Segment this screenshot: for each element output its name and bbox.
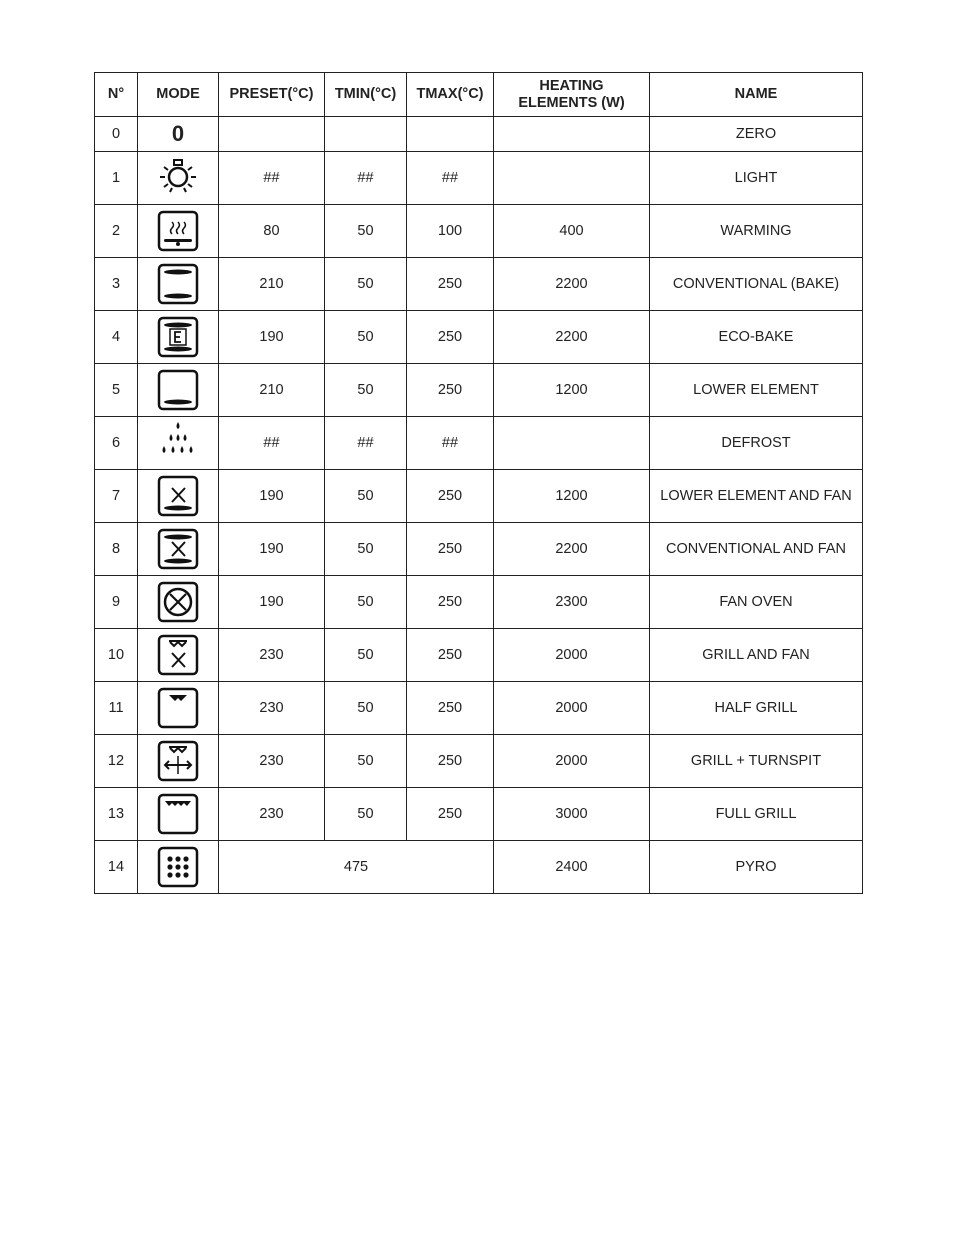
table-row <box>95 258 863 311</box>
cell-heating: 2200 <box>494 311 650 364</box>
cell-tmax: 250 <box>407 470 494 523</box>
table-row <box>95 205 863 258</box>
cell-no: 5 <box>95 364 138 417</box>
cell-tmin: 50 <box>325 311 407 364</box>
cell-tmin: 50 <box>325 258 407 311</box>
header-mode: MODE <box>138 73 219 117</box>
cell-no: 7 <box>95 470 138 523</box>
eco-bake-icon <box>156 315 200 359</box>
fan-oven-icon <box>156 580 200 624</box>
lower-element-fan-icon <box>156 474 200 518</box>
cell-no: 9 <box>95 576 138 629</box>
cell-mode <box>138 311 219 364</box>
cell-heating <box>494 152 650 205</box>
cell-preset: 230 <box>219 629 325 682</box>
cell-name: LOWER ELEMENT <box>650 364 863 417</box>
header-row <box>95 73 863 117</box>
cell-mode <box>138 258 219 311</box>
cell-heating: 400 <box>494 205 650 258</box>
cell-heating: 2300 <box>494 576 650 629</box>
half-grill-icon <box>156 686 200 730</box>
table-row <box>95 311 863 364</box>
cell-preset: 230 <box>219 788 325 841</box>
cell-mode <box>138 735 219 788</box>
header-no: N° <box>95 73 138 117</box>
cell-tmin <box>325 117 407 152</box>
grill-turnspit-icon <box>156 739 200 783</box>
cell-tmin: 50 <box>325 205 407 258</box>
cell-tmax: 250 <box>407 258 494 311</box>
cell-mode <box>138 470 219 523</box>
table-row <box>95 841 863 894</box>
table-row <box>95 682 863 735</box>
cell-tmin: 50 <box>325 735 407 788</box>
cell-mode <box>138 417 219 470</box>
cell-name: HALF GRILL <box>650 682 863 735</box>
cell-mode <box>138 205 219 258</box>
cell-preset: 190 <box>219 470 325 523</box>
cell-tmin: 50 <box>325 523 407 576</box>
cell-preset: ## <box>219 152 325 205</box>
cell-tmin: 50 <box>325 629 407 682</box>
warming-icon <box>156 209 200 253</box>
cell-tmax: ## <box>407 152 494 205</box>
cell-mode <box>138 523 219 576</box>
table-row <box>95 417 863 470</box>
cell-preset <box>219 117 325 152</box>
cell-combined-temp: 475 <box>219 841 494 894</box>
cell-name: GRILL + TURNSPIT <box>650 735 863 788</box>
cell-no: 10 <box>95 629 138 682</box>
cell-tmax: 250 <box>407 364 494 417</box>
cell-no: 11 <box>95 682 138 735</box>
cell-no: 4 <box>95 311 138 364</box>
cell-name: PYRO <box>650 841 863 894</box>
cell-heating <box>494 417 650 470</box>
cell-no: 14 <box>95 841 138 894</box>
cell-name: CONVENTIONAL AND FAN <box>650 523 863 576</box>
cell-heating: 2200 <box>494 523 650 576</box>
cell-no: 8 <box>95 523 138 576</box>
cell-tmax: 250 <box>407 576 494 629</box>
cell-preset: 80 <box>219 205 325 258</box>
cell-heating <box>494 117 650 152</box>
cell-tmin: 50 <box>325 788 407 841</box>
cell-name: ECO-BAKE <box>650 311 863 364</box>
grill-fan-icon <box>156 633 200 677</box>
cell-tmin: ## <box>325 152 407 205</box>
zero-glyph: 0 <box>171 121 185 146</box>
table-row <box>95 735 863 788</box>
header-heating <box>494 73 650 117</box>
cell-name: FAN OVEN <box>650 576 863 629</box>
cell-heating: 1200 <box>494 364 650 417</box>
cell-tmin: 50 <box>325 364 407 417</box>
defrost-icon <box>156 420 200 466</box>
cell-mode <box>138 682 219 735</box>
cell-mode <box>138 576 219 629</box>
cell-tmax: 250 <box>407 682 494 735</box>
cell-name: WARMING <box>650 205 863 258</box>
conventional-bake-icon <box>156 262 200 306</box>
cell-no: 2 <box>95 205 138 258</box>
table-row <box>95 117 863 152</box>
cell-heating: 2000 <box>494 629 650 682</box>
cell-name: CONVENTIONAL (BAKE) <box>650 258 863 311</box>
cell-preset: 190 <box>219 311 325 364</box>
cell-tmax: 250 <box>407 788 494 841</box>
cell-heating: 2400 <box>494 841 650 894</box>
header-preset: PRESET(°C) <box>219 73 325 117</box>
cell-tmin: ## <box>325 417 407 470</box>
cell-tmin: 50 <box>325 576 407 629</box>
table-row <box>95 364 863 417</box>
cell-tmax: 100 <box>407 205 494 258</box>
header-name: NAME <box>650 73 863 117</box>
cell-mode <box>138 117 219 152</box>
cell-preset: 230 <box>219 682 325 735</box>
oven-modes-table <box>94 72 863 894</box>
cell-preset: 210 <box>219 258 325 311</box>
cell-name: FULL GRILL <box>650 788 863 841</box>
cell-preset: ## <box>219 417 325 470</box>
cell-name: DEFROST <box>650 417 863 470</box>
cell-mode <box>138 152 219 205</box>
cell-mode <box>138 364 219 417</box>
header-heating-line1: HEATING <box>539 77 604 94</box>
cell-name: GRILL AND FAN <box>650 629 863 682</box>
cell-heating: 3000 <box>494 788 650 841</box>
cell-tmax: 250 <box>407 629 494 682</box>
header-tmax: TMAX(°C) <box>407 73 494 117</box>
cell-heating: 2200 <box>494 258 650 311</box>
light-bulb-icon <box>156 156 200 200</box>
table-row <box>95 788 863 841</box>
cell-mode <box>138 841 219 894</box>
cell-no: 1 <box>95 152 138 205</box>
cell-tmax: 250 <box>407 735 494 788</box>
cell-no: 13 <box>95 788 138 841</box>
cell-tmin: 50 <box>325 470 407 523</box>
cell-preset: 230 <box>219 735 325 788</box>
table-row <box>95 152 863 205</box>
table-row <box>95 576 863 629</box>
cell-no: 0 <box>95 117 138 152</box>
cell-heating: 2000 <box>494 735 650 788</box>
cell-mode <box>138 788 219 841</box>
pyro-icon <box>156 845 200 889</box>
cell-tmax <box>407 117 494 152</box>
table-row <box>95 629 863 682</box>
cell-tmax: ## <box>407 417 494 470</box>
full-grill-icon <box>156 792 200 836</box>
table-row <box>95 523 863 576</box>
conventional-fan-icon <box>156 527 200 571</box>
cell-no: 12 <box>95 735 138 788</box>
cell-mode <box>138 629 219 682</box>
header-heating-line2: ELEMENTS (W) <box>518 94 625 111</box>
cell-heating: 2000 <box>494 682 650 735</box>
cell-tmin: 50 <box>325 682 407 735</box>
cell-name: ZERO <box>650 117 863 152</box>
cell-preset: 190 <box>219 523 325 576</box>
cell-name: LIGHT <box>650 152 863 205</box>
cell-tmax: 250 <box>407 311 494 364</box>
cell-no: 6 <box>95 417 138 470</box>
cell-name: LOWER ELEMENT AND FAN <box>650 470 863 523</box>
cell-preset: 190 <box>219 576 325 629</box>
cell-preset: 210 <box>219 364 325 417</box>
header-tmin: TMIN(°C) <box>325 73 407 117</box>
cell-heating: 1200 <box>494 470 650 523</box>
cell-tmax: 250 <box>407 523 494 576</box>
cell-no: 3 <box>95 258 138 311</box>
lower-element-icon <box>156 368 200 412</box>
table-row <box>95 470 863 523</box>
